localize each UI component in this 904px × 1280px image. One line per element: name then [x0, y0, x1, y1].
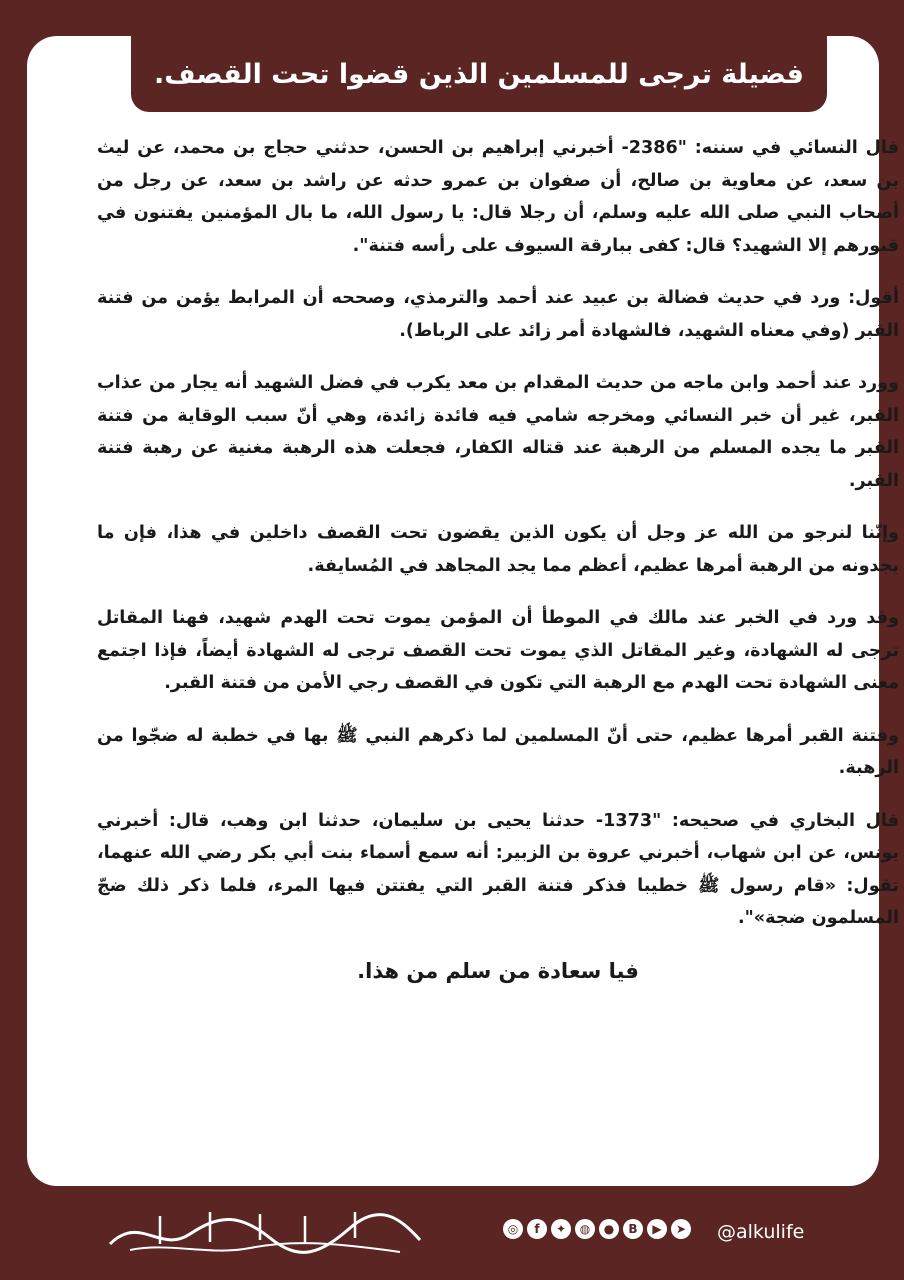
paragraph-6: وفتنة القبر أمرها عظيم، حتى أنّ المسلمين لما ذكرهم النبي ﷺ بها في خطبة له ضجّوا من الرهبة. — [97, 725, 899, 778]
website-icon[interactable]: ◍ — [575, 1219, 595, 1239]
title-banner — [131, 36, 827, 112]
twitter-icon[interactable]: ✦ — [551, 1219, 571, 1239]
paragraph-5: وقد ورد في الخبر عند مالك في الموطأ أن المؤمن يموت تحت الهدم شهيد، فهنا المقاتل ترجى له الشهادة، وغير المقاتل الذي يموت تحت القصف ترجى له الشهادة أيضاً، فإذا اجتمع معنى الشهادة تحت الهدم مع الرهبة التي تكون في القصف رجي الأمن من فتنة القبر. — [97, 608, 899, 693]
blogger-icon[interactable]: B — [623, 1219, 643, 1239]
facebook-icon[interactable]: f — [527, 1219, 547, 1239]
paragraph-2: أقول: ورد في حديث فضالة بن عبيد عند أحمد والترمذي، وصححه أن المرابط يؤمن من فتنة القبر (وفي معناه الشهيد، فالشهادة أمر زائد على الرباط). — [97, 288, 899, 341]
paragraph-3: وورد عند أحمد وابن ماجه من حديث المقدام بن معد يكرب في فضل الشهيد أنه يجار من عذاب القبر، غير أن خبر النسائي ومخرجه شامي فيه فائدة زائدة، وهي أنّ سبب الوقاية من فتنة القبر ما يجده المسلم من الرهبة عند قتاله الكفار، فجعلت هذه الرهبة مغنية عن رهبة فتنة القبر. — [97, 373, 899, 491]
content-card — [27, 36, 899, 1186]
youtube-icon[interactable]: ▶ — [647, 1219, 667, 1239]
podcast-icon[interactable]: ● — [599, 1219, 619, 1239]
closing-line: فيا سعادة من سلم من هذا. — [357, 958, 639, 983]
paragraph-7: قال البخاري في صحيحه: "1373- حدثنا يحيى بن سليمان، حدثنا ابن وهب، قال: أخبرني يونس، عن ابن شهاب، أخبرني عروة بن الزبير: أنه سمع أسماء بنت أبي بكر رضي الله عنهما، تقول: «قام رسول ﷺ خطيبا فذكر فتنة القبر التي يفتتن فيها المرء، فلما ذكر ذلك ضجّ المسلمون ضجة»". — [97, 810, 899, 928]
social-icons — [503, 1219, 691, 1239]
telegram-icon[interactable]: ➤ — [671, 1219, 691, 1239]
footer — [0, 1186, 904, 1280]
page-title: فضيلة ترجى للمسلمين الذين قضوا تحت القصف. — [154, 58, 804, 90]
calligraphy-signature — [100, 1204, 430, 1260]
paragraph-4: وإنّنا لنرجو من الله عز وجل أن يكون الذين يقضون تحت القصف داخلين في هذا، فإن ما يجدونه من الرهبة أمرها عظيم، أعظم مما يجد المجاهد في المُسايفة. — [97, 523, 899, 576]
signature-icon — [100, 1204, 430, 1260]
instagram-icon[interactable]: ◎ — [503, 1219, 523, 1239]
article-body — [97, 132, 899, 1007]
paragraph-1: قال النسائي في سننه: "2386- أخبرني إبراهيم بن الحسن، حدثني حجاج بن محمد، عن ليث بن سعد، عن معاوية بن صالح، أن صفوان بن عمرو حدثه عن راشد بن سعد، عن رجل من أصحاب النبي صلى الله عليه وسلم، أن رجلا قال: يا رسول الله، ما بال المؤمنين يفتنون في قبورهم إلا الشهيد؟ قال: كفى ببارقة السيوف على رأسه فتنة". — [97, 138, 899, 256]
social-handle[interactable]: @alkulife — [717, 1221, 805, 1243]
